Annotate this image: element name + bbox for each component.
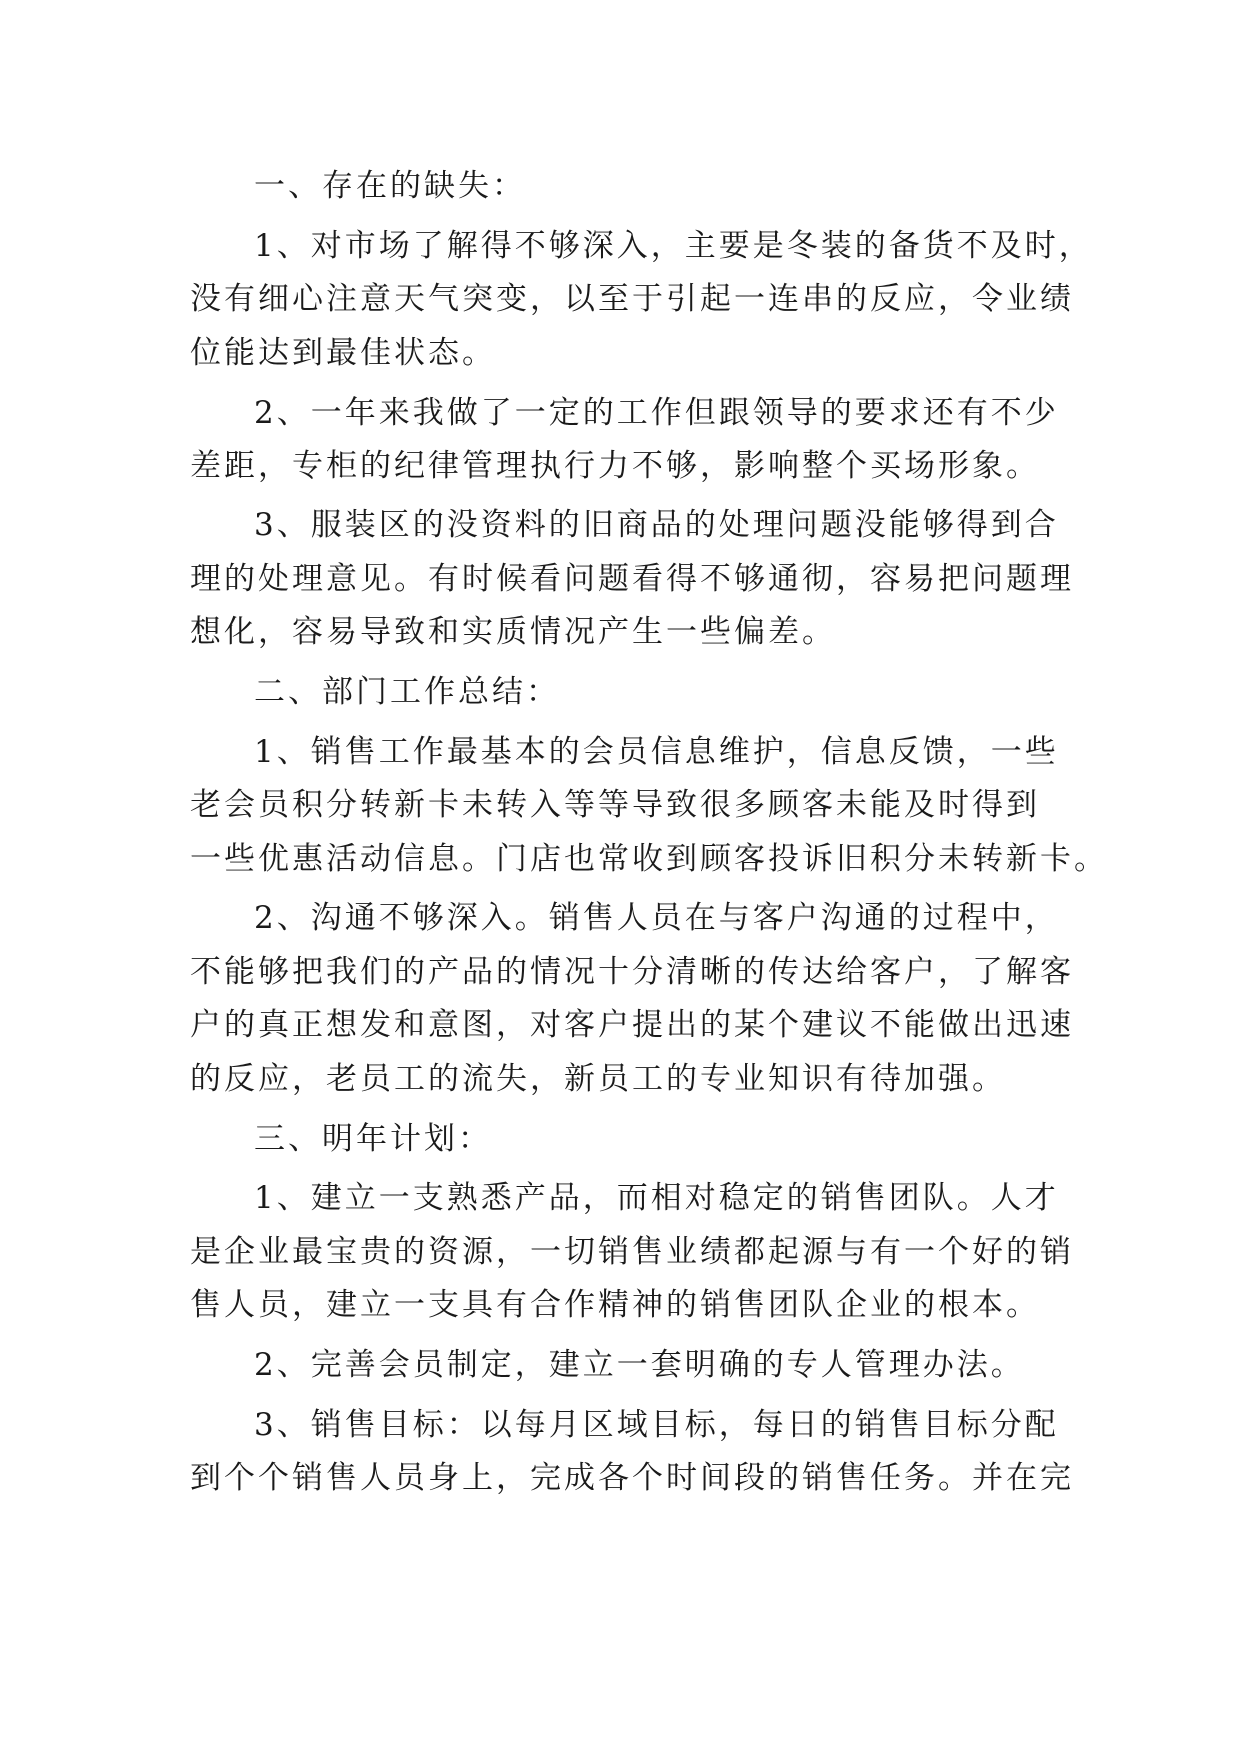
section-heading-shortcomings: 一、存在的缺失：: [254, 168, 526, 204]
paragraph-line: 售人员，建立一支具有合作精神的销售团队企业的根本。: [190, 1287, 1040, 1323]
paragraph-line: 3、服装区的没资料的旧商品的处理问题没能够得到合: [254, 507, 1059, 543]
paragraph-line: 不能够把我们的产品的情况十分清晰的传达给客户，了解客: [190, 954, 1074, 990]
paragraph-line: 2、沟通不够深入。销售人员在与客户沟通的过程中，: [254, 900, 1059, 936]
paragraph-line: 老会员积分转新卡未转入等等导致很多顾客未能及时得到: [190, 787, 1040, 823]
section-heading-next-year-plan: 三、明年计划：: [254, 1121, 492, 1157]
paragraph-line: 2、完善会员制定，建立一套明确的专人管理办法。: [254, 1347, 1025, 1383]
section-heading-department-summary: 二、部门工作总结：: [254, 674, 560, 710]
paragraph-line: 到个个销售人员身上，完成各个时间段的销售任务。并在完: [190, 1460, 1074, 1496]
paragraph-line: 的反应，老员工的流失，新员工的专业知识有待加强。: [190, 1061, 1006, 1097]
paragraph-line: 差距，专柜的纪律管理执行力不够，影响整个买场形象。: [190, 448, 1040, 484]
paragraph-line: 户的真正想发和意图，对客户提出的某个建议不能做出迅速: [190, 1007, 1074, 1043]
paragraph-line: 理的处理意见。有时候看问题看得不够通彻，容易把问题理: [190, 561, 1074, 597]
paragraph-line: 1、建立一支熟悉产品，而相对稳定的销售团队。人才: [254, 1180, 1059, 1216]
paragraph-line: 想化，容易导致和实质情况产生一些偏差。: [190, 614, 836, 650]
paragraph-line: 一些优惠活动信息。门店也常收到顾客投诉旧积分未转新卡。: [190, 841, 1108, 877]
paragraph-line: 位能达到最佳状态。: [190, 335, 496, 371]
paragraph-line: 2、一年来我做了一定的工作但跟领导的要求还有不少: [254, 395, 1059, 431]
paragraph-line: 1、销售工作最基本的会员信息维护，信息反馈，一些: [254, 734, 1059, 770]
paragraph-line: 3、销售目标：以每月区域目标，每日的销售目标分配: [254, 1407, 1059, 1443]
paragraph-line: 没有细心注意天气突变，以至于引起一连串的反应，令业绩: [190, 281, 1074, 317]
paragraph-line: 1、对市场了解得不够深入，主要是冬装的备货不及时，: [254, 228, 1093, 264]
paragraph-line: 是企业最宝贵的资源，一切销售业绩都起源与有一个好的销: [190, 1234, 1074, 1270]
